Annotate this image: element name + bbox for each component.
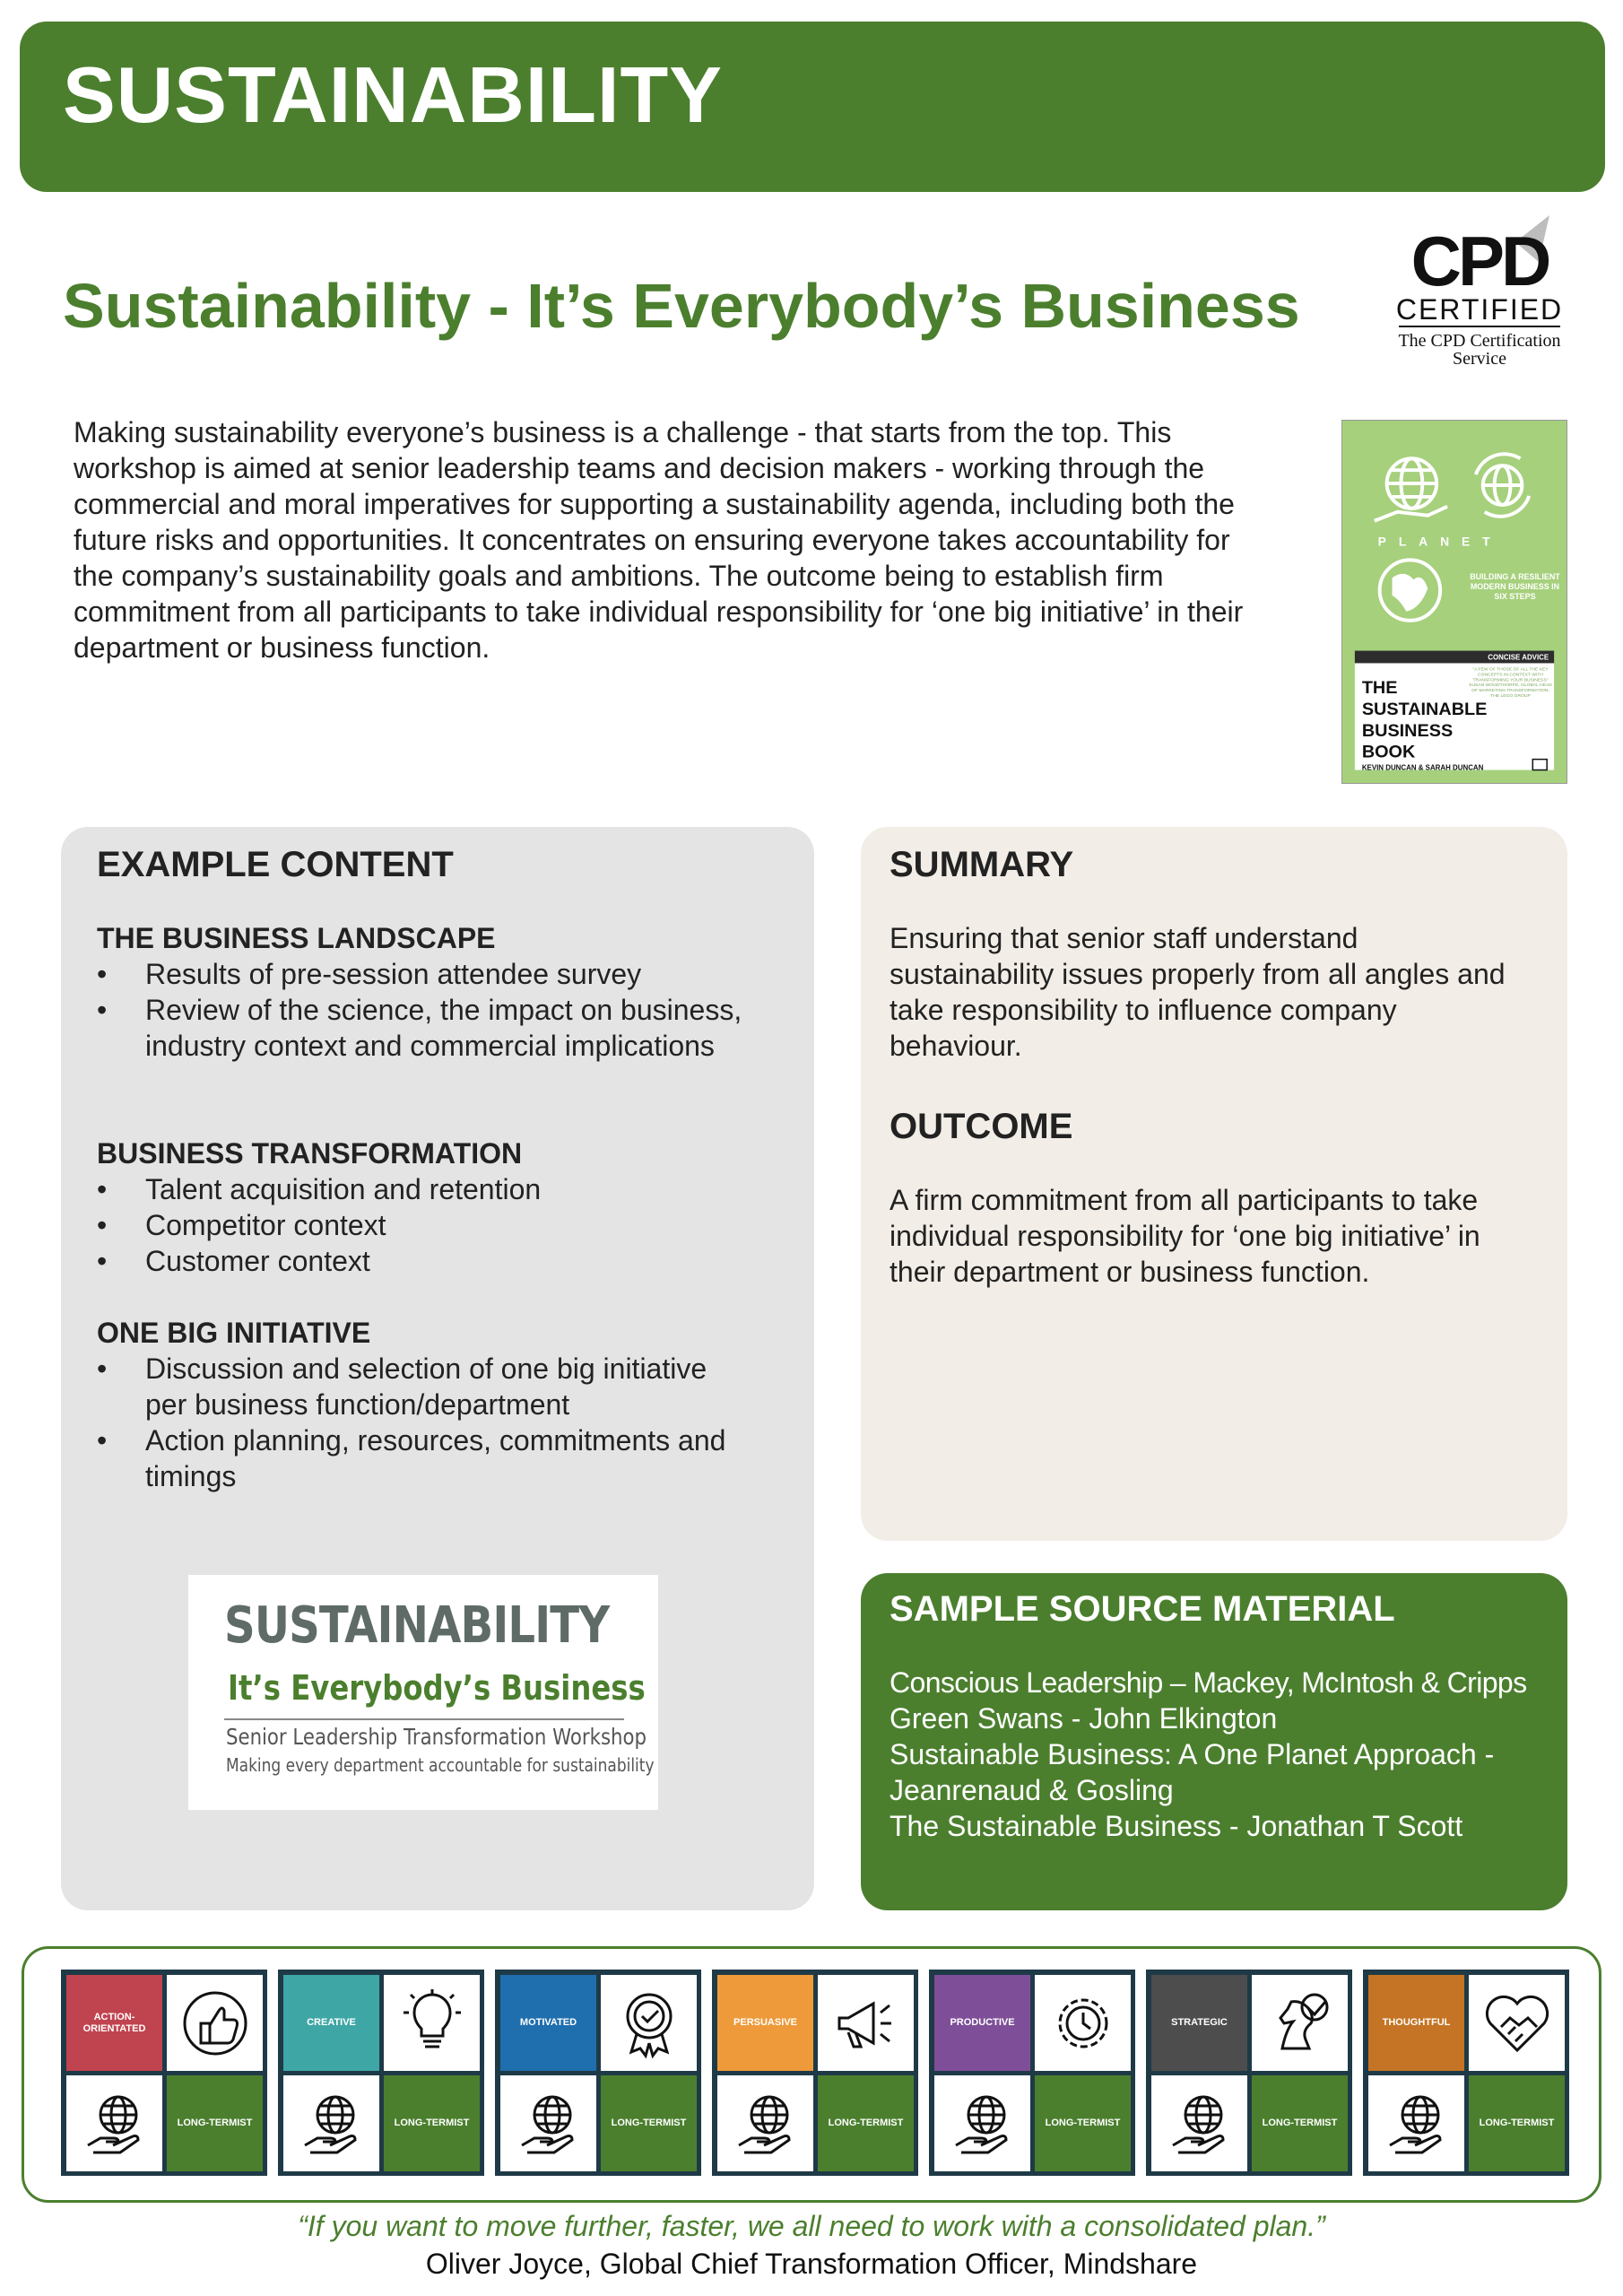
section-title: BUSINESS TRANSFORMATION — [97, 1137, 523, 1170]
trait-group-creative — [278, 1970, 484, 2176]
svg-text:PLANET: PLANET — [1377, 534, 1503, 549]
hand-globe-icon — [1368, 2075, 1464, 2171]
workshop-title: Sustainability - It’s Everybody’s Business — [63, 271, 1300, 341]
hand-globe-icon — [500, 2075, 596, 2171]
sustainable-business-book-cover — [1341, 420, 1567, 784]
trait-label-tile: CREATIVE — [283, 1975, 379, 2071]
svg-text:KEVIN DUNCAN & SARAH DUNCAN: KEVIN DUNCAN & SARAH DUNCAN — [1361, 763, 1484, 772]
section-title: THE BUSINESS LANDSCAPE — [97, 922, 496, 954]
heart-handshake-icon — [1469, 1975, 1565, 2071]
megaphone-icon — [818, 1975, 914, 2071]
source-item: Green Swans - John Elkington — [890, 1702, 1278, 1735]
page-title: SUSTAINABILITY — [63, 50, 723, 139]
summary-heading: SUMMARY — [890, 845, 1074, 884]
svg-text:BOOK: BOOK — [1361, 742, 1416, 762]
trait-group-motivated — [495, 1970, 701, 2176]
source-item: Conscious Leadership – Mackey, McIntosh & Cripps — [890, 1666, 1527, 1699]
trait-label-tile: STRATEGIC — [1151, 1975, 1247, 2071]
gear-clock-icon — [1035, 1975, 1131, 2071]
svg-text:CONCISE ADVICE: CONCISE ADVICE — [1488, 653, 1549, 662]
outcome-text: A firm commitment from all participants to take individual responsibility for ‘one big initiative’ in their department or business function. — [890, 1184, 1480, 1288]
list-item: • Competitor context — [97, 1207, 778, 1243]
thumbs-up-icon — [167, 1975, 263, 2071]
svg-text:The CPD Certification: The CPD Certification — [1398, 331, 1561, 351]
chess-knight-icon — [1252, 1975, 1348, 2071]
book-quote: "A FEW OF THOSE OF ALL THE KEY CONCEPTS IN CONTEXT WITH TRANSFORMING YOUR BUSINESS" — [1472, 666, 1549, 683]
long-termist-tile: LONG-TERMIST — [1469, 2075, 1565, 2171]
lightbulb-icon — [384, 1975, 480, 2071]
hand-globe-icon — [283, 2075, 379, 2171]
list-item: • Customer context — [97, 1243, 778, 1279]
long-termist-tile: LONG-TERMIST — [384, 2075, 480, 2171]
workshop-logo-divider — [224, 1718, 624, 1720]
trait-label-tile: MOTIVATED — [500, 1975, 596, 2071]
quote-author: Oliver Joyce, Global Chief Transformation Officer, Mindshare — [425, 2248, 1198, 2280]
workshop-logo — [188, 1575, 658, 1810]
hand-globe-icon — [717, 2075, 813, 2171]
section-one-big-initiative — [97, 1315, 778, 1494]
section-title: ONE BIG INITIATIVE — [97, 1317, 371, 1349]
hand-globe-icon — [934, 2075, 1030, 2171]
svg-text:CPD: CPD — [1410, 222, 1549, 300]
book-quote-by: SUSAN WOODTHORPE, GLOBAL HEAD OF MARKETING TRANSFORMATION, THE LEGO GROUP — [1469, 683, 1552, 700]
trait-group-persuasive — [712, 1970, 918, 2176]
summary-text: Ensuring that senior staff understand sustainability issues properly from all angles and take responsibility to influence company behaviour. — [890, 922, 1506, 1062]
svg-text:SUSTAINABLE: SUSTAINABLE — [1361, 699, 1488, 719]
source-material-panel — [861, 1573, 1567, 1910]
trait-label-tile: ACTION-ORIENTATED — [66, 1975, 162, 2071]
svg-text:Service: Service — [1453, 349, 1506, 369]
workshop-logo-subtitle: It’s Everybody’s Business — [228, 1668, 646, 1708]
cpd-certified-logo — [1381, 215, 1578, 377]
svg-text:CERTIFIED: CERTIFIED — [1395, 293, 1564, 326]
svg-text:BUSINESS: BUSINESS — [1361, 720, 1454, 741]
workshop-logo-line4: Making every department accountable for sustainability — [226, 1754, 655, 1776]
list-item: • Results of pre-session attendee survey — [97, 956, 778, 992]
book-tagline: BUILDING A RESILIENT MODERN BUSINESS IN SIX STEPS — [1470, 572, 1560, 602]
trait-group-productive — [929, 1970, 1135, 2176]
list-item: • Talent acquisition and retention — [97, 1171, 778, 1207]
quote-text: “If you want to move further, faster, we all need to work with a consolidated plan.” — [298, 2210, 1325, 2242]
workshop-logo-line3: Senior Leadership Transformation Workshop — [226, 1724, 647, 1750]
list-item: • Discussion and selection of one big initiative per business function/department — [97, 1351, 742, 1422]
long-termist-tile: LONG-TERMIST — [167, 2075, 263, 2171]
list-item: • Review of the science, the impact on business, industry context and commercial implications — [97, 992, 742, 1064]
long-termist-tile: LONG-TERMIST — [1252, 2075, 1348, 2171]
trait-group-action-orientated — [61, 1970, 267, 2176]
long-termist-tile: LONG-TERMIST — [1035, 2075, 1131, 2171]
hand-globe-icon — [66, 2075, 162, 2171]
example-content-heading: EXAMPLE CONTENT — [97, 845, 454, 884]
trait-group-thoughtful — [1363, 1970, 1569, 2176]
outcome-heading: OUTCOME — [890, 1107, 1073, 1146]
intro-paragraph: Making sustainability everyone’s business is a challenge - that starts from the top. This workshop is aimed at senior leadership teams and decision makers - working through the commercial and moral imperatives for supporting a sustainability agenda, including both the future risks and opportunities. It concentrates on ensuring everyone takes accountability for the company’s sustainability goals and ambitions. The outcome being to establish firm commitment from all participants to take individual responsibility for ‘one big initiative’ in their department or business function. — [74, 416, 1244, 664]
section-business-landscape — [97, 920, 778, 1064]
list-item: • Action planning, resources, commitments and timings — [97, 1422, 742, 1494]
source-item: The Sustainable Business - Jonathan T Scott — [890, 1810, 1463, 1842]
trait-group-strategic — [1146, 1970, 1352, 2176]
workshop-logo-title: SUSTAINABILITY — [224, 1596, 610, 1655]
source-item: Sustainable Business: A One Planet Approach - Jeanrenaud & Gosling — [890, 1738, 1495, 1806]
award-badge-icon — [601, 1975, 697, 2071]
trait-label-tile: PRODUCTIVE — [934, 1975, 1030, 2071]
source-heading: SAMPLE SOURCE MATERIAL — [890, 1589, 1395, 1629]
hand-globe-icon — [1151, 2075, 1247, 2171]
svg-text:THE: THE — [1361, 678, 1398, 699]
long-termist-tile: LONG-TERMIST — [601, 2075, 697, 2171]
summary-panel — [861, 827, 1567, 1541]
trait-label-tile: THOUGHTFUL — [1368, 1975, 1464, 2071]
source-list — [890, 1665, 1553, 1844]
trait-label-tile: PERSUASIVE — [717, 1975, 813, 2071]
section-business-transformation — [97, 1135, 778, 1279]
long-termist-tile: LONG-TERMIST — [818, 2075, 914, 2171]
